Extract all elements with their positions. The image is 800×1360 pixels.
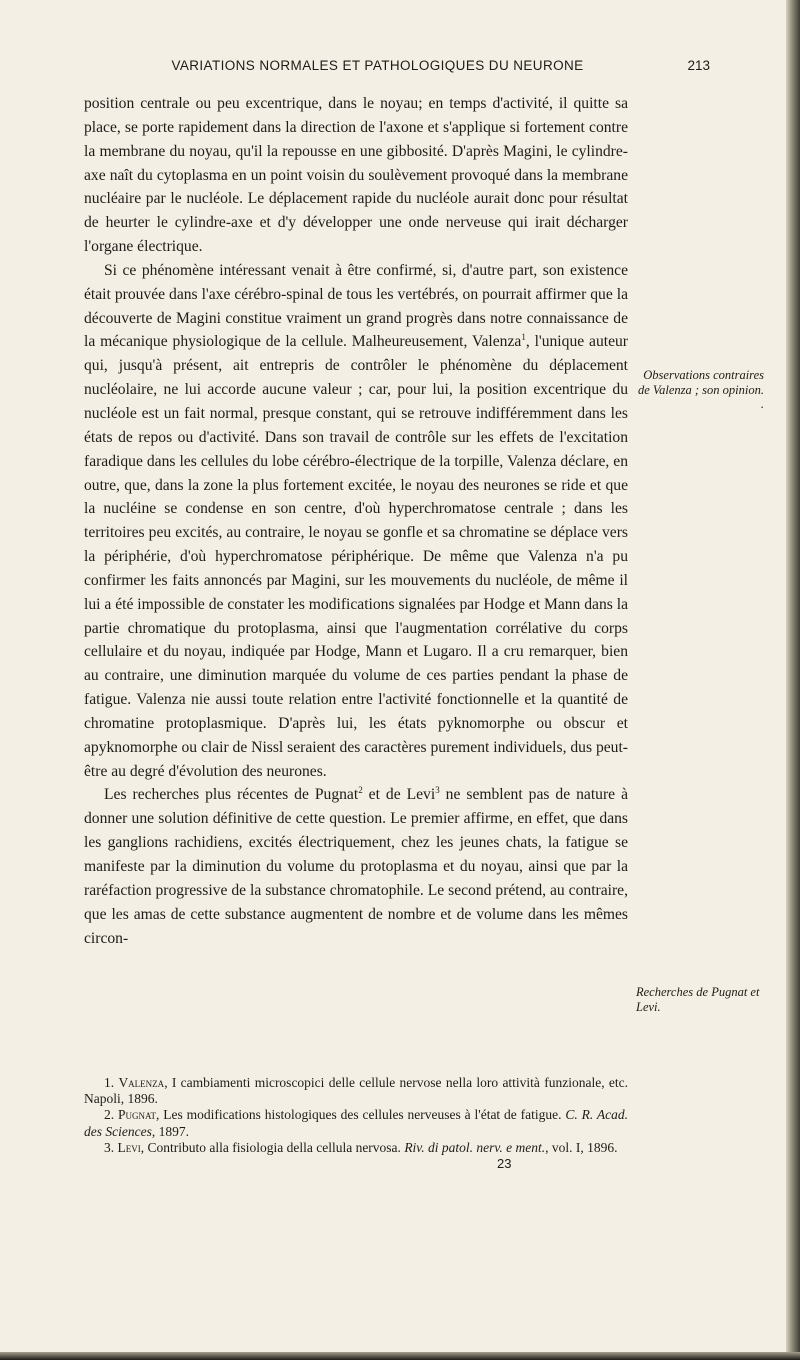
paragraph-text: , l'unique auteur qui, jusqu'à présent, ait entrepris de contrôler le phénomène du déplacement nucléolaire, ne lui accorde aucune valeur ; car, pour lui, la position excentrique du nucléole est un fait normal, presque constant, qui se retrouve indifféremment dans les états de repos ou d'activité. Dans son travail de contrôle sur les effets de l'excitation faradique dans les cellules du lobe cérébro-électrique de la torpille, Valenza déclare, en outre, que, dans la zone la plus fortement excitée, le noyau des neurones se ride et que la nucléine se condense en son centre, d'où hyperchromatose centrale ; dans les territoires peu excités, au contraire, le noyau se gonfle et sa chromatine se déplace vers la périphérie, d'où hyperchromatose périphérique. De même que Valenza n'a pu confirmer les faits annoncés par Magini, sur les mouvements du nucléole, de même il lui a été impossible de constater les modifications signalées par Hodge et Mann dans la partie chromatique du protoplasma, ainsi que l'augmentation corrélative du corps cellulaire et du noyau, indiquée par Hodge, Mann et Lugaro. Il a cru remarquer, bien au contraire, une diminution marquée du volume de ces parties pendant la phase de fatigue. Valenza nie aussi toute relation entre l'activité fonctionnelle et la quantité de chromatine protoplasmique. D'après lui, les états pyknomorphe ou obscur et apyknomorphe ou clair de Nissl seraient des caractères purement individuels, dus peut-être au degré d'évolution des neurones.	[84, 333, 628, 780]
footnote-text: , I cambiamenti microscopici delle cellule nervose nella loro attività funzionale, etc. Napoli, 1896.	[84, 1075, 628, 1107]
footnote-tail: , vol. I, 1896.	[545, 1139, 618, 1155]
footnote-author: Pugnat	[118, 1107, 157, 1123]
footnote-number: 1.	[104, 1075, 115, 1090]
paragraph-text: et de Levi	[362, 786, 436, 804]
footnote-number: 3.	[104, 1139, 115, 1155]
paragraph-text: ne semblent pas de nature à donner une solution définitive de cette question. Le premier affirme, en effet, que dans les ganglions rachidiens, excités électriquement, chez les jeunes chats, la fatigue se manifeste par la diminution du volume du protoplasma et du noyau, ainsi que par la raréfaction progressive de la substance chromatophile. Le second prétend, au contraire, que les amas de cette substance augmentent de nombre et de volume dans les mêmes circon-	[84, 786, 628, 947]
footnote-2	[84, 1107, 628, 1139]
footnote-ref: 2	[358, 785, 363, 796]
paragraph-text: Si ce phénomène intéressant venait à être confirmé, si, d'autre part, son existence était prouvée dans l'axe cérébro-spinal de tous les vertébrés, on pourrait affirmer que la découverte de Magini constitue vraiment un grand progrès dans notre connaissance de la mécanique physiologique de la cellule. Malheureusement, Valenza	[84, 261, 628, 351]
footnote-3	[84, 1140, 628, 1156]
footnote-journal: C. R. Acad. des Sciences	[84, 1107, 629, 1139]
running-title: VARIATIONS NORMALES ET PATHOLOGIQUES DU NEURONE	[171, 58, 584, 73]
footnote-text: , Les modifications histologiques des cellules nerveuses à l'état de fatigue.	[156, 1107, 562, 1123]
margin-note-valenza: Observations contraires de Valenza ; son opinion. .	[637, 368, 764, 411]
paragraph-text: Les recherches plus récentes de Pugnat	[104, 786, 359, 804]
footnote-ref: 1	[521, 332, 526, 343]
footnote-tail: , 1897.	[151, 1123, 189, 1139]
footnote-1	[84, 1075, 628, 1107]
footnote-author: Levi	[117, 1139, 141, 1155]
paragraph-text: position centrale ou peu excentrique, dans le noyau; en temps d'activité, il quitte sa place, se porte rapidement dans la direction de l'axone et s'applique si fortement contre la membrane du noyau, qu'il la repousse en une gibbosité. D'après Magini, le cylindre-axe naît du cytoplasma en un point voisin du soulèvement provoqué dans la membrane nucléaire par le nucléole. Le déplacement rapide du nucléole aurait donc pour résultat de heurter le cylindre-axe et d'y développer une onde nerveuse qui irait décharger l'organe électrique.	[84, 95, 628, 256]
page-number: 213	[687, 58, 710, 73]
footnote-author: Valenza	[118, 1075, 165, 1090]
page-edge	[786, 0, 800, 1360]
running-header	[95, 58, 710, 80]
footnote-number: 2.	[104, 1107, 115, 1123]
footnote-journal: Riv. di patol. nerv. e ment.	[404, 1139, 546, 1155]
main-text	[84, 92, 628, 950]
footnote-ref: 3	[435, 785, 440, 796]
paragraph-2	[84, 259, 628, 784]
signature-mark: 23	[497, 1156, 512, 1171]
paragraph-1	[84, 92, 628, 259]
footnote-text: , Contributo alla fisiologia della cellula nervosa.	[140, 1139, 401, 1155]
page-bottom-edge	[0, 1352, 800, 1360]
margin-note-pugnat-levi: Recherches de Pugnat et Levi.	[636, 985, 760, 1014]
footnotes	[84, 1075, 628, 1156]
paragraph-3	[84, 783, 628, 950]
